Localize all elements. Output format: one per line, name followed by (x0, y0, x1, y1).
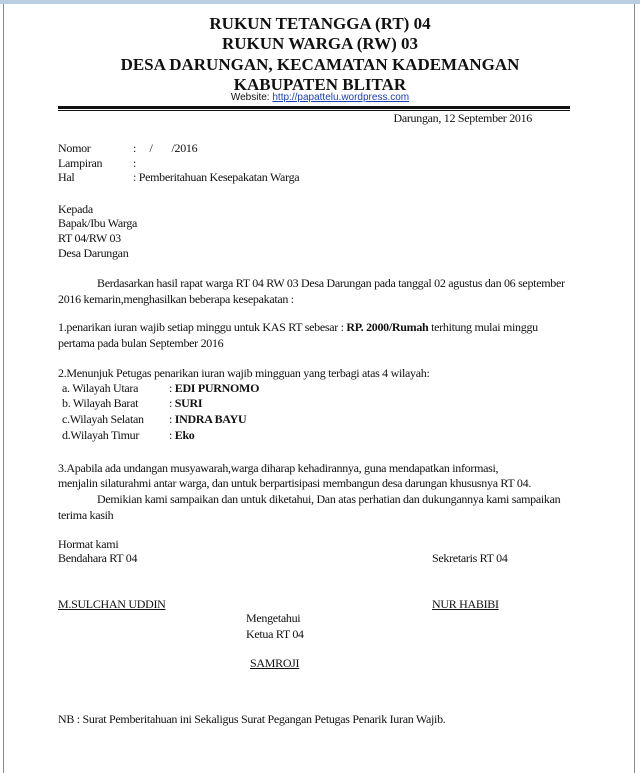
right-role: Sekretaris RT 04 (432, 551, 508, 565)
recipient-line: Desa Darungan (58, 246, 129, 260)
left-name-text: M.SULCHAN UDDIN (58, 597, 166, 611)
closing-line-2: terima kasih (58, 508, 114, 522)
meta-value-nomor: : / /2016 (133, 141, 198, 155)
item2-title: 2.Menunjuk Petugas penarikan iuran wajib mingguan yang terbagi atas 4 wilayah: (58, 366, 430, 380)
item3-line-2: menjalin silaturahmi antar warga, dan untuk berpartisipasi membangun desa darungan khususnya RT 04. (58, 476, 532, 490)
area-officer: : SURI (169, 396, 203, 410)
website-label: Website: (230, 92, 270, 103)
header-line-2: RUKUN WARGA (RW) 03 (221, 34, 418, 53)
left-name (58, 597, 166, 611)
area-officer: : EDI PURNOMO (169, 381, 260, 395)
officer-name: EDI PURNOMO (174, 381, 260, 395)
officer-name: SURI (174, 396, 203, 410)
area-label: b. Wilayah Barat (62, 396, 139, 410)
center-label: Mengetahui (246, 611, 301, 625)
left-role: Bendahara RT 04 (58, 551, 138, 565)
header-line-3: DESA DARUNGAN, KECAMATAN KADEMANGAN (120, 55, 520, 74)
item1-text-post: terhitung mulai minggu (428, 320, 538, 334)
website-link[interactable]: http://papattelu.wordpress.com (272, 92, 410, 103)
greeting: Hormat kami (58, 537, 119, 551)
meta-value-lampiran: : (133, 156, 137, 170)
website (0, 92, 640, 103)
header-line-1: RUKUN TETANGGA (RT) 04 (209, 14, 431, 33)
area-label: c.Wilayah Selatan (62, 412, 144, 426)
recipient-line: Kepada (58, 202, 93, 216)
officer-name: INDRA BAYU (174, 412, 247, 426)
right-name (432, 597, 499, 611)
recipient-line: Bapak/Ibu Warga (58, 216, 138, 230)
header-rule-thick (58, 106, 570, 109)
center-name-text: SAMROJI (250, 656, 300, 670)
area-officer: : INDRA BAYU (169, 412, 247, 426)
closing-line-1: Demikian kami sampaikan dan untuk diketahui, Dan atas perhatian dan dukungannya kami sampaikan (97, 492, 561, 506)
item1-text: 1.penarikan iuran wajib setiap minggu untuk KAS RT sebesar : (58, 320, 347, 334)
recipient-line: RT 04/RW 03 (58, 231, 121, 245)
meta-value-hal: : Pemberitahuan Kesepakatan Warga (133, 170, 300, 184)
area-label: a. Wilayah Utara (62, 381, 139, 395)
area-officer: : Eko (169, 428, 195, 442)
letter-date: Darungan, 12 September 2016 (393, 111, 532, 125)
intro-line-2: 2016 kemarin,menghasilkan beberapa kesepakatan : (58, 292, 294, 306)
area-label: d.Wilayah Timur (62, 428, 140, 442)
officer-name: Eko (174, 428, 195, 442)
right-name-text: NUR HABIBI (432, 597, 499, 611)
item1-amount: RP. 2000/Rumah (346, 320, 429, 334)
intro-line-1: Berdasarkan hasil rapat warga RT 04 RW 03 Desa Darungan pada tanggal 02 agustus dan 06 september (97, 276, 565, 290)
meta-label-nomor: Nomor (58, 141, 91, 155)
meta-label-hal: Hal (58, 170, 75, 184)
item1-line-1 (58, 320, 538, 334)
meta-label-lampiran: Lampiran (58, 156, 103, 170)
item3-line-1: 3.Apabila ada undangan musyawarah,warga diharap kehadirannya, guna mendapatkan informasi, (58, 461, 499, 475)
center-role: Ketua RT 04 (246, 627, 304, 641)
item1-line-2: pertama pada bulan September 2016 (58, 336, 224, 350)
center-name (250, 656, 299, 670)
header-line-4: KABUPATEN BLITAR (233, 75, 407, 94)
footnote: NB : Surat Pemberitahuan ini Sekaligus Surat Pegangan Petugas Penarik Iuran Wajib. (58, 712, 446, 726)
